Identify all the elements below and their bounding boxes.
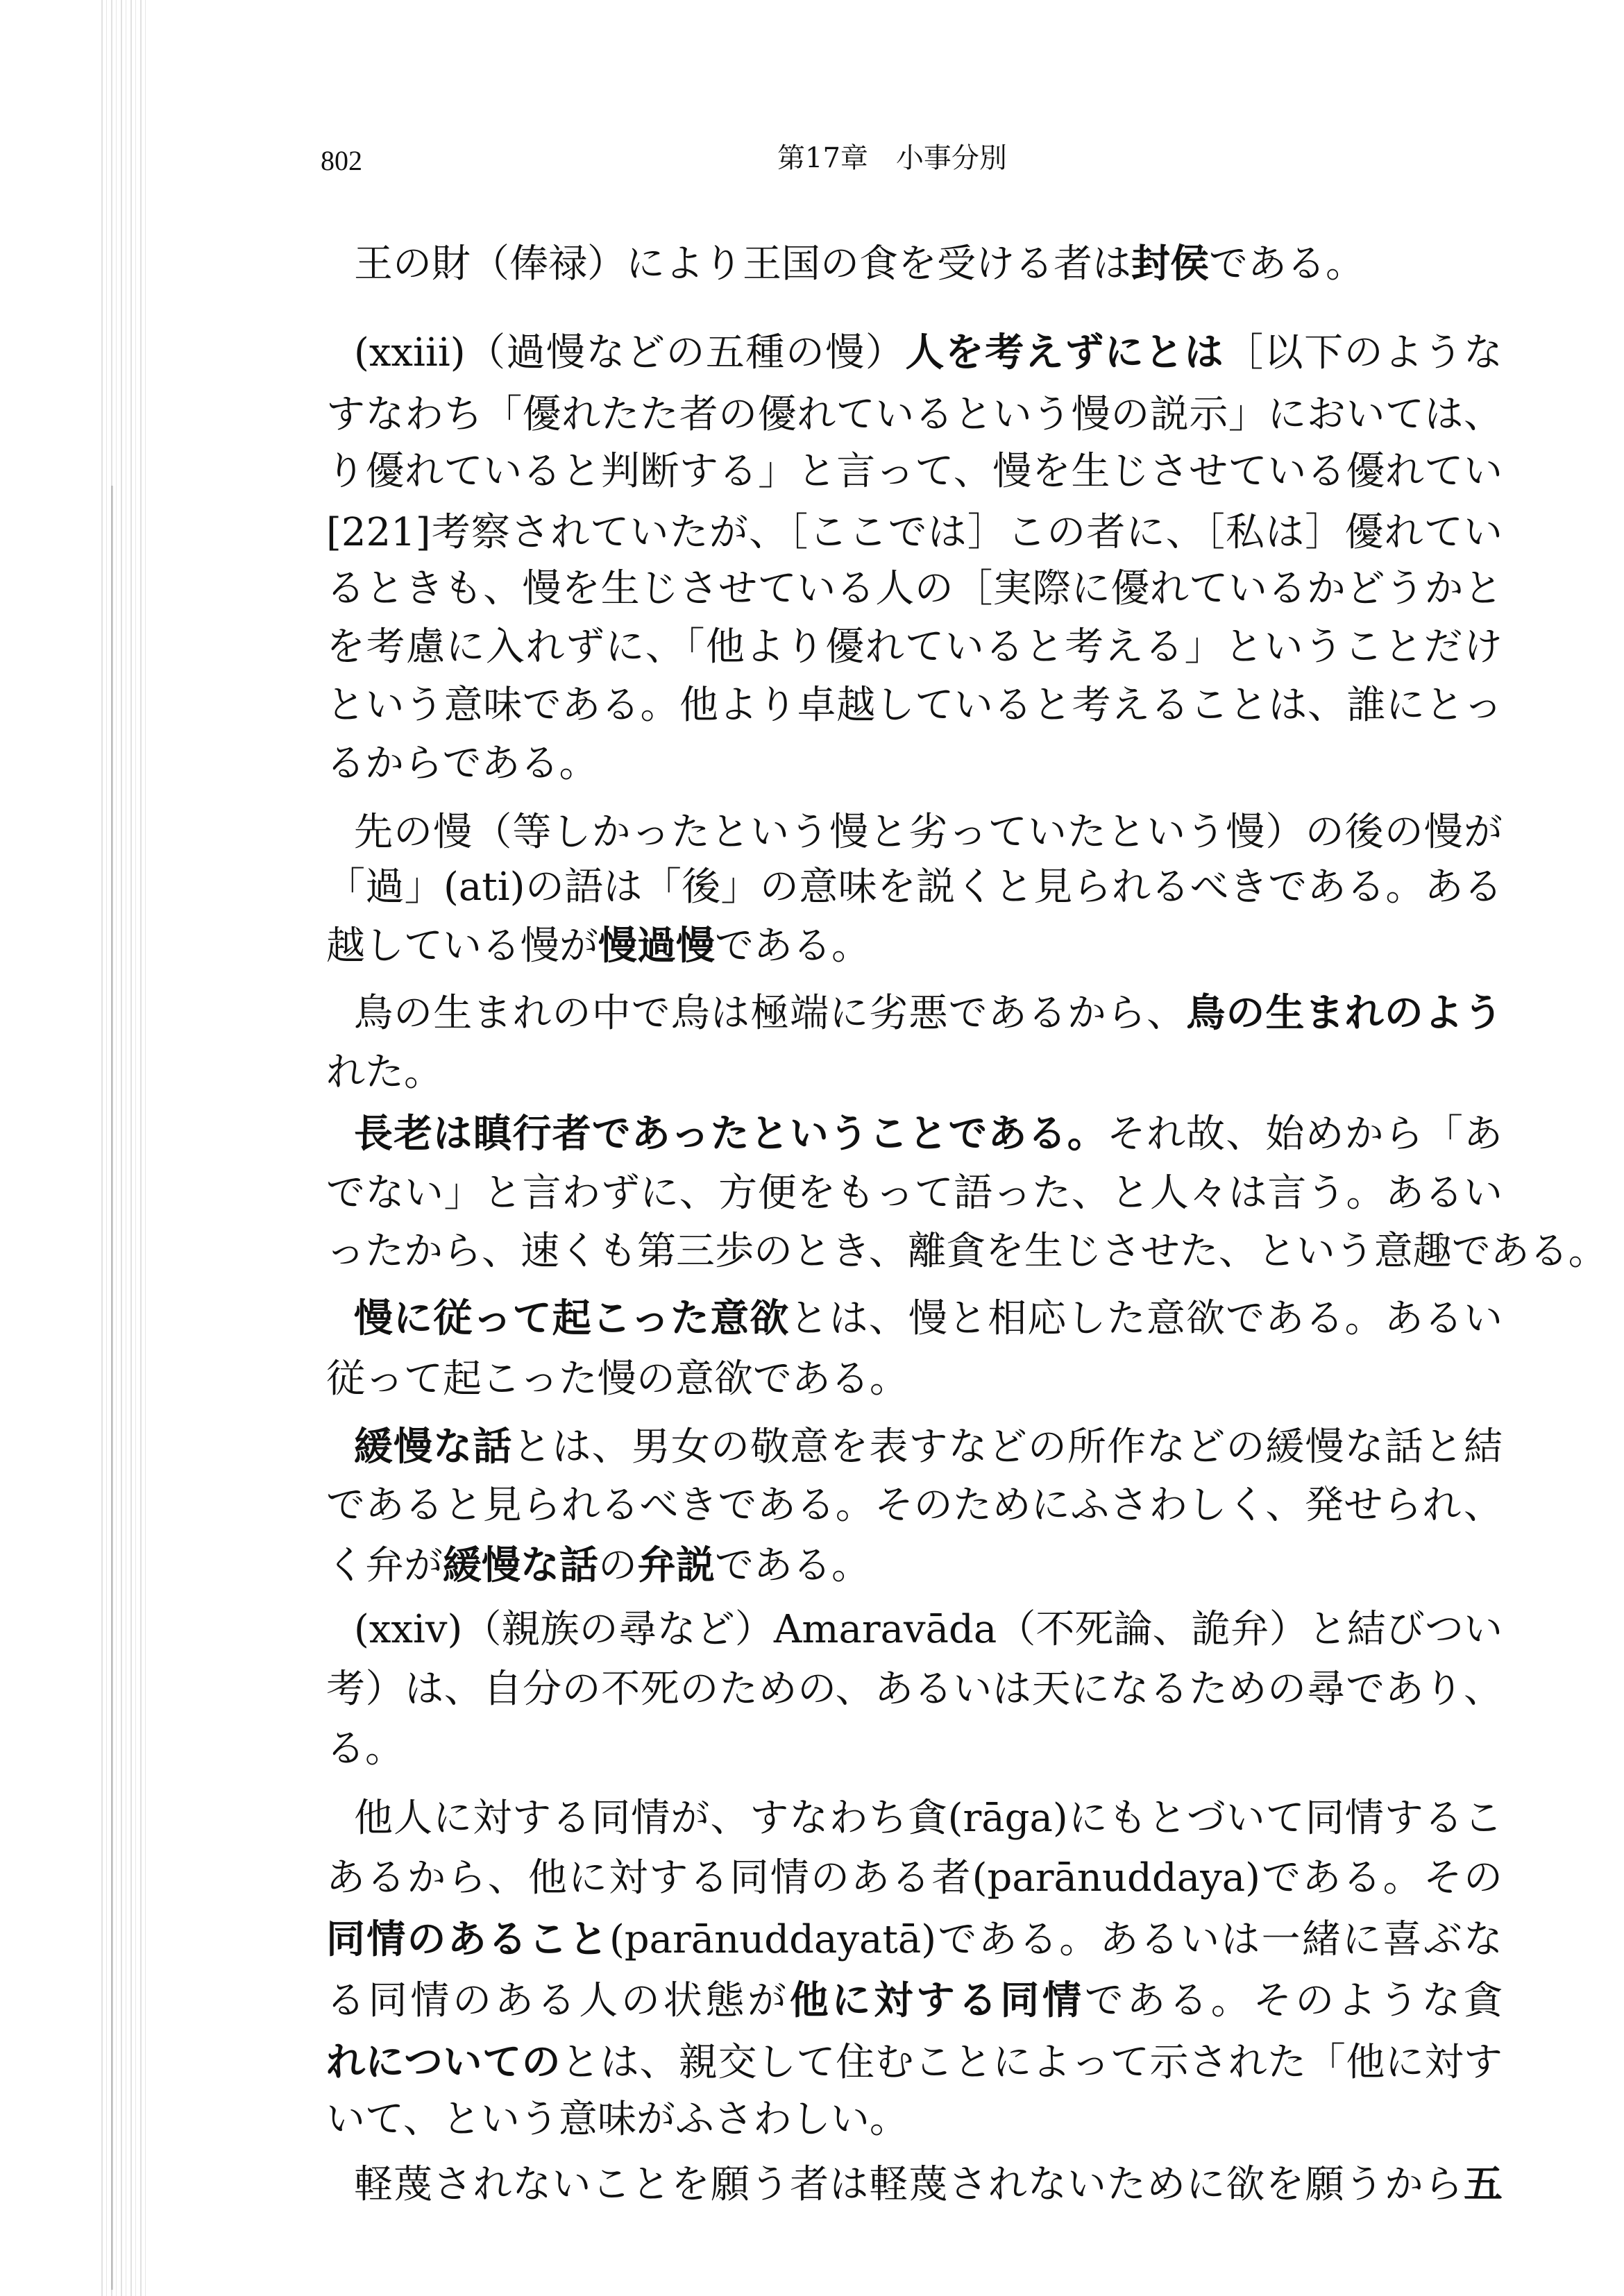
text-run: である。 bbox=[715, 924, 870, 969]
text-line bbox=[326, 1727, 1503, 1771]
text-line bbox=[326, 1917, 1503, 1962]
text-run: る。 bbox=[326, 1726, 404, 1771]
text-run: あるから、他に対する同情のある者(parānuddaya)である。その bbox=[326, 1856, 1503, 1900]
text-run: [221]考察されていたが、［ここでは］この者に、［私は］優れてい bbox=[326, 511, 1503, 555]
text-line bbox=[326, 2040, 1503, 2084]
text-line bbox=[354, 330, 1503, 375]
text-line bbox=[354, 241, 1503, 287]
text-line bbox=[354, 810, 1503, 855]
text-line bbox=[326, 1051, 1503, 1095]
bold-term: 封侯 bbox=[1131, 241, 1209, 287]
bold-term: 慢に従って起こった意欲 bbox=[354, 1296, 790, 1341]
text-run: とは、男女の敬意を表すなどの所作などの緩慢な話と結 bbox=[512, 1425, 1503, 1469]
text-run: 王の財（俸禄）により王国の食を受ける者は bbox=[354, 241, 1131, 287]
text-run: 先の慢（等しかったという慢と劣っていたという慢）の後の慢が bbox=[354, 810, 1503, 855]
book-gutter-line bbox=[111, 486, 113, 2290]
text-run: 軽蔑されないことを願う者は軽蔑されないために欲を願うから bbox=[354, 2162, 1464, 2206]
text-line bbox=[326, 865, 1503, 910]
text-run: り優れていると判断する」と言って、慢を生じさせている優れてい bbox=[326, 450, 1503, 494]
text-run: るからである。 bbox=[326, 741, 598, 786]
text-run: とは、親交して住むことによって示された「他に対す bbox=[561, 2040, 1503, 2084]
text-run: 「過」(ati)の語は「後」の意味を説くと見られるべきである。ある bbox=[326, 865, 1503, 910]
text-run: である。 bbox=[715, 1543, 870, 1588]
text-line bbox=[326, 742, 1503, 786]
text-line bbox=[326, 567, 1503, 611]
text-line bbox=[326, 1543, 1503, 1588]
bold-term: 慢過慢 bbox=[598, 923, 715, 969]
text-line bbox=[326, 1667, 1503, 1712]
text-run: ［以下のような bbox=[1224, 330, 1503, 375]
text-line bbox=[354, 1796, 1503, 1841]
text-line bbox=[326, 450, 1503, 494]
text-run: それ故、始めから「あ bbox=[1106, 1112, 1503, 1156]
bold-term bbox=[354, 854, 909, 855]
text-run: とは、慢と相応した意欲である。あるい bbox=[789, 1296, 1503, 1341]
text-line bbox=[326, 683, 1503, 728]
bold-term bbox=[326, 1711, 1236, 1712]
text-line bbox=[326, 1483, 1503, 1528]
text-run: を考慮に入れずに、「他より優れていると考える」ということだけ bbox=[326, 625, 1503, 670]
text-line bbox=[326, 1856, 1503, 1900]
text-run: る同情のある人の状態が bbox=[326, 1978, 790, 2023]
text-run: いて、という意味がふさわしい。 bbox=[326, 2097, 908, 2142]
text-run: 従って起こった慢の意欲である。 bbox=[326, 1357, 908, 1402]
bold-term: 緩慢な話 bbox=[443, 1542, 598, 1588]
bold-term: 弁説 bbox=[637, 1542, 715, 1588]
text-run: ったから、速くも第三歩のとき、離貪を生じさせた、という意趣である。 bbox=[326, 1229, 1607, 1274]
text-line bbox=[354, 991, 1503, 1035]
text-line bbox=[326, 1229, 1607, 1274]
text-run: 鳥の生まれの中で烏は極端に劣悪であるから、 bbox=[354, 991, 1187, 1035]
text-line bbox=[354, 1112, 1503, 1156]
bold-term: 人を考えずにとは bbox=[905, 330, 1225, 375]
text-run: である。そのような貪 bbox=[1084, 1978, 1503, 2023]
chapter-title: 第17章 小事分別 bbox=[777, 142, 1007, 174]
text-line bbox=[354, 1608, 1503, 1652]
bold-term: れについての bbox=[326, 2040, 561, 2084]
bold-term: 五 bbox=[1464, 2162, 1503, 2206]
text-run: 考）は、自分の不死のための、あるいは天になるための尋であり、 bbox=[326, 1667, 1503, 1712]
text-line bbox=[326, 1978, 1503, 2023]
text-run: でない」と言わずに、方便をもって語った、と人々は言う。あるい bbox=[326, 1171, 1503, 1216]
text-run: すなわち「優れたた者の優れているという慢の説示」においては、 bbox=[326, 393, 1503, 437]
text-run: であると見られるべきである。そのためにふさわしく、発せられ、 bbox=[326, 1483, 1503, 1528]
text-run: るときも、慢を生じさせている人の［実際に優れているかどうかと bbox=[326, 567, 1503, 611]
text-line bbox=[326, 924, 1503, 969]
bold-term: 同情のあること bbox=[326, 1917, 609, 1962]
text-line bbox=[326, 1171, 1503, 1216]
text-line bbox=[326, 393, 1503, 437]
book-gutter-shadow bbox=[97, 0, 146, 2296]
text-run: の bbox=[598, 1543, 637, 1588]
text-run: (xxiv)（親族の尋など）Amaravāda（不死論、詭弁）と結びつい bbox=[354, 1608, 1503, 1652]
text-line bbox=[354, 1425, 1503, 1469]
text-line bbox=[326, 511, 1503, 555]
text-line bbox=[326, 2098, 1503, 2142]
bold-term: 長老は瞋行者であったということである。 bbox=[354, 1112, 1107, 1156]
text-run: 越している慢が bbox=[326, 924, 598, 969]
bold-term: 緩慢な話 bbox=[354, 1425, 513, 1469]
text-line bbox=[354, 1296, 1503, 1341]
text-run: (parānuddayatā)である。あるいは一緒に喜ぶな bbox=[609, 1917, 1503, 1962]
text-run: という意味である。他より卓越していると考えることは、誰にとっ bbox=[326, 683, 1503, 728]
bold-term: 他に対する同情 bbox=[789, 1978, 1085, 2023]
text-run: (xxiii)（過慢などの五種の慢） bbox=[354, 330, 906, 375]
page-number: 802 bbox=[321, 145, 362, 176]
text-line bbox=[326, 625, 1503, 670]
text-run: である。 bbox=[1209, 241, 1364, 287]
bold-term: 鳥の生まれのよう bbox=[1186, 991, 1503, 1035]
text-line bbox=[326, 1357, 1503, 1402]
text-run: く弁が bbox=[326, 1543, 443, 1588]
text-run: れた。 bbox=[326, 1050, 443, 1095]
text-line bbox=[354, 2162, 1503, 2206]
text-run: 他人に対する同情が、すなわち貪(rāga)にもとづいて同情するこ bbox=[354, 1796, 1503, 1841]
